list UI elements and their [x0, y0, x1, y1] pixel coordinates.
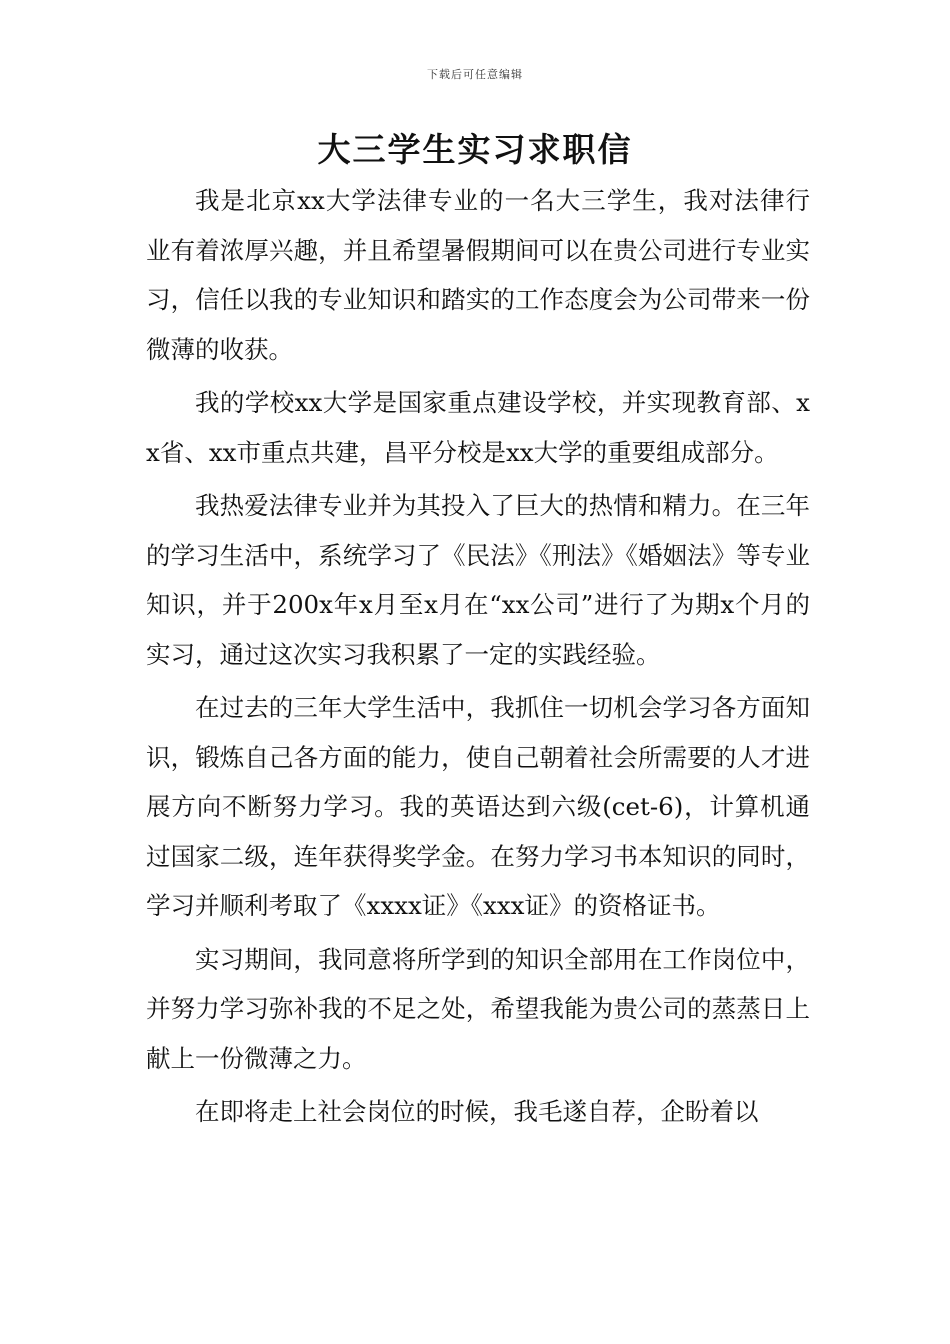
document-title: 大三学生实习求职信	[317, 130, 633, 169]
paragraph-internship: 实习期间，我同意将所学到的知识全部用在工作岗位中，并努力学习弥补我的不足之处，希望我能为贵公司的蒸蒸日上献上一份微薄之力。	[146, 944, 810, 1073]
document-body	[146, 176, 810, 1141]
paragraph-school: 我的学校xx大学是国家重点建设学校，并实现教育部、xx省、xx市重点共建，昌平分校是xx大学的重要组成部分。	[146, 388, 810, 467]
paragraph-abilities: 在过去的三年大学生活中，我抓住一切机会学习各方面知识，锻炼自己各方面的能力，使自己朝着社会所需要的人才进展方向不断努力学习。我的英语达到六级(cet-6)，计算机通过国家二级，连年获得奖学金。在努力学习书本知识的同时，学习并顺利考取了《xxxx证》《xxx证》的资格证书。	[146, 693, 810, 920]
paragraph-closing: 在即将走上社会岗位的时候，我毛遂自荐，企盼着以	[195, 1097, 759, 1126]
paragraph-intro: 我是北京xx大学法律专业的一名大三学生，我对法律行业有着浓厚兴趣，并且希望暑假期间可以在贵公司进行专业实习，信任以我的专业知识和踏实的工作态度会为公司带来一份微薄的收获。	[146, 186, 810, 364]
paragraph-major: 我热爱法律专业并为其投入了巨大的热情和精力。在三年的学习生活中，系统学习了《民法》《刑法》《婚姻法》等专业知识，并于200x年x月至x月在“xx公司”进行了为期x个月的实习，通过这次实习我积累了一定的实践经验。	[146, 491, 810, 669]
header-note: 下载后可任意编辑	[427, 68, 523, 81]
